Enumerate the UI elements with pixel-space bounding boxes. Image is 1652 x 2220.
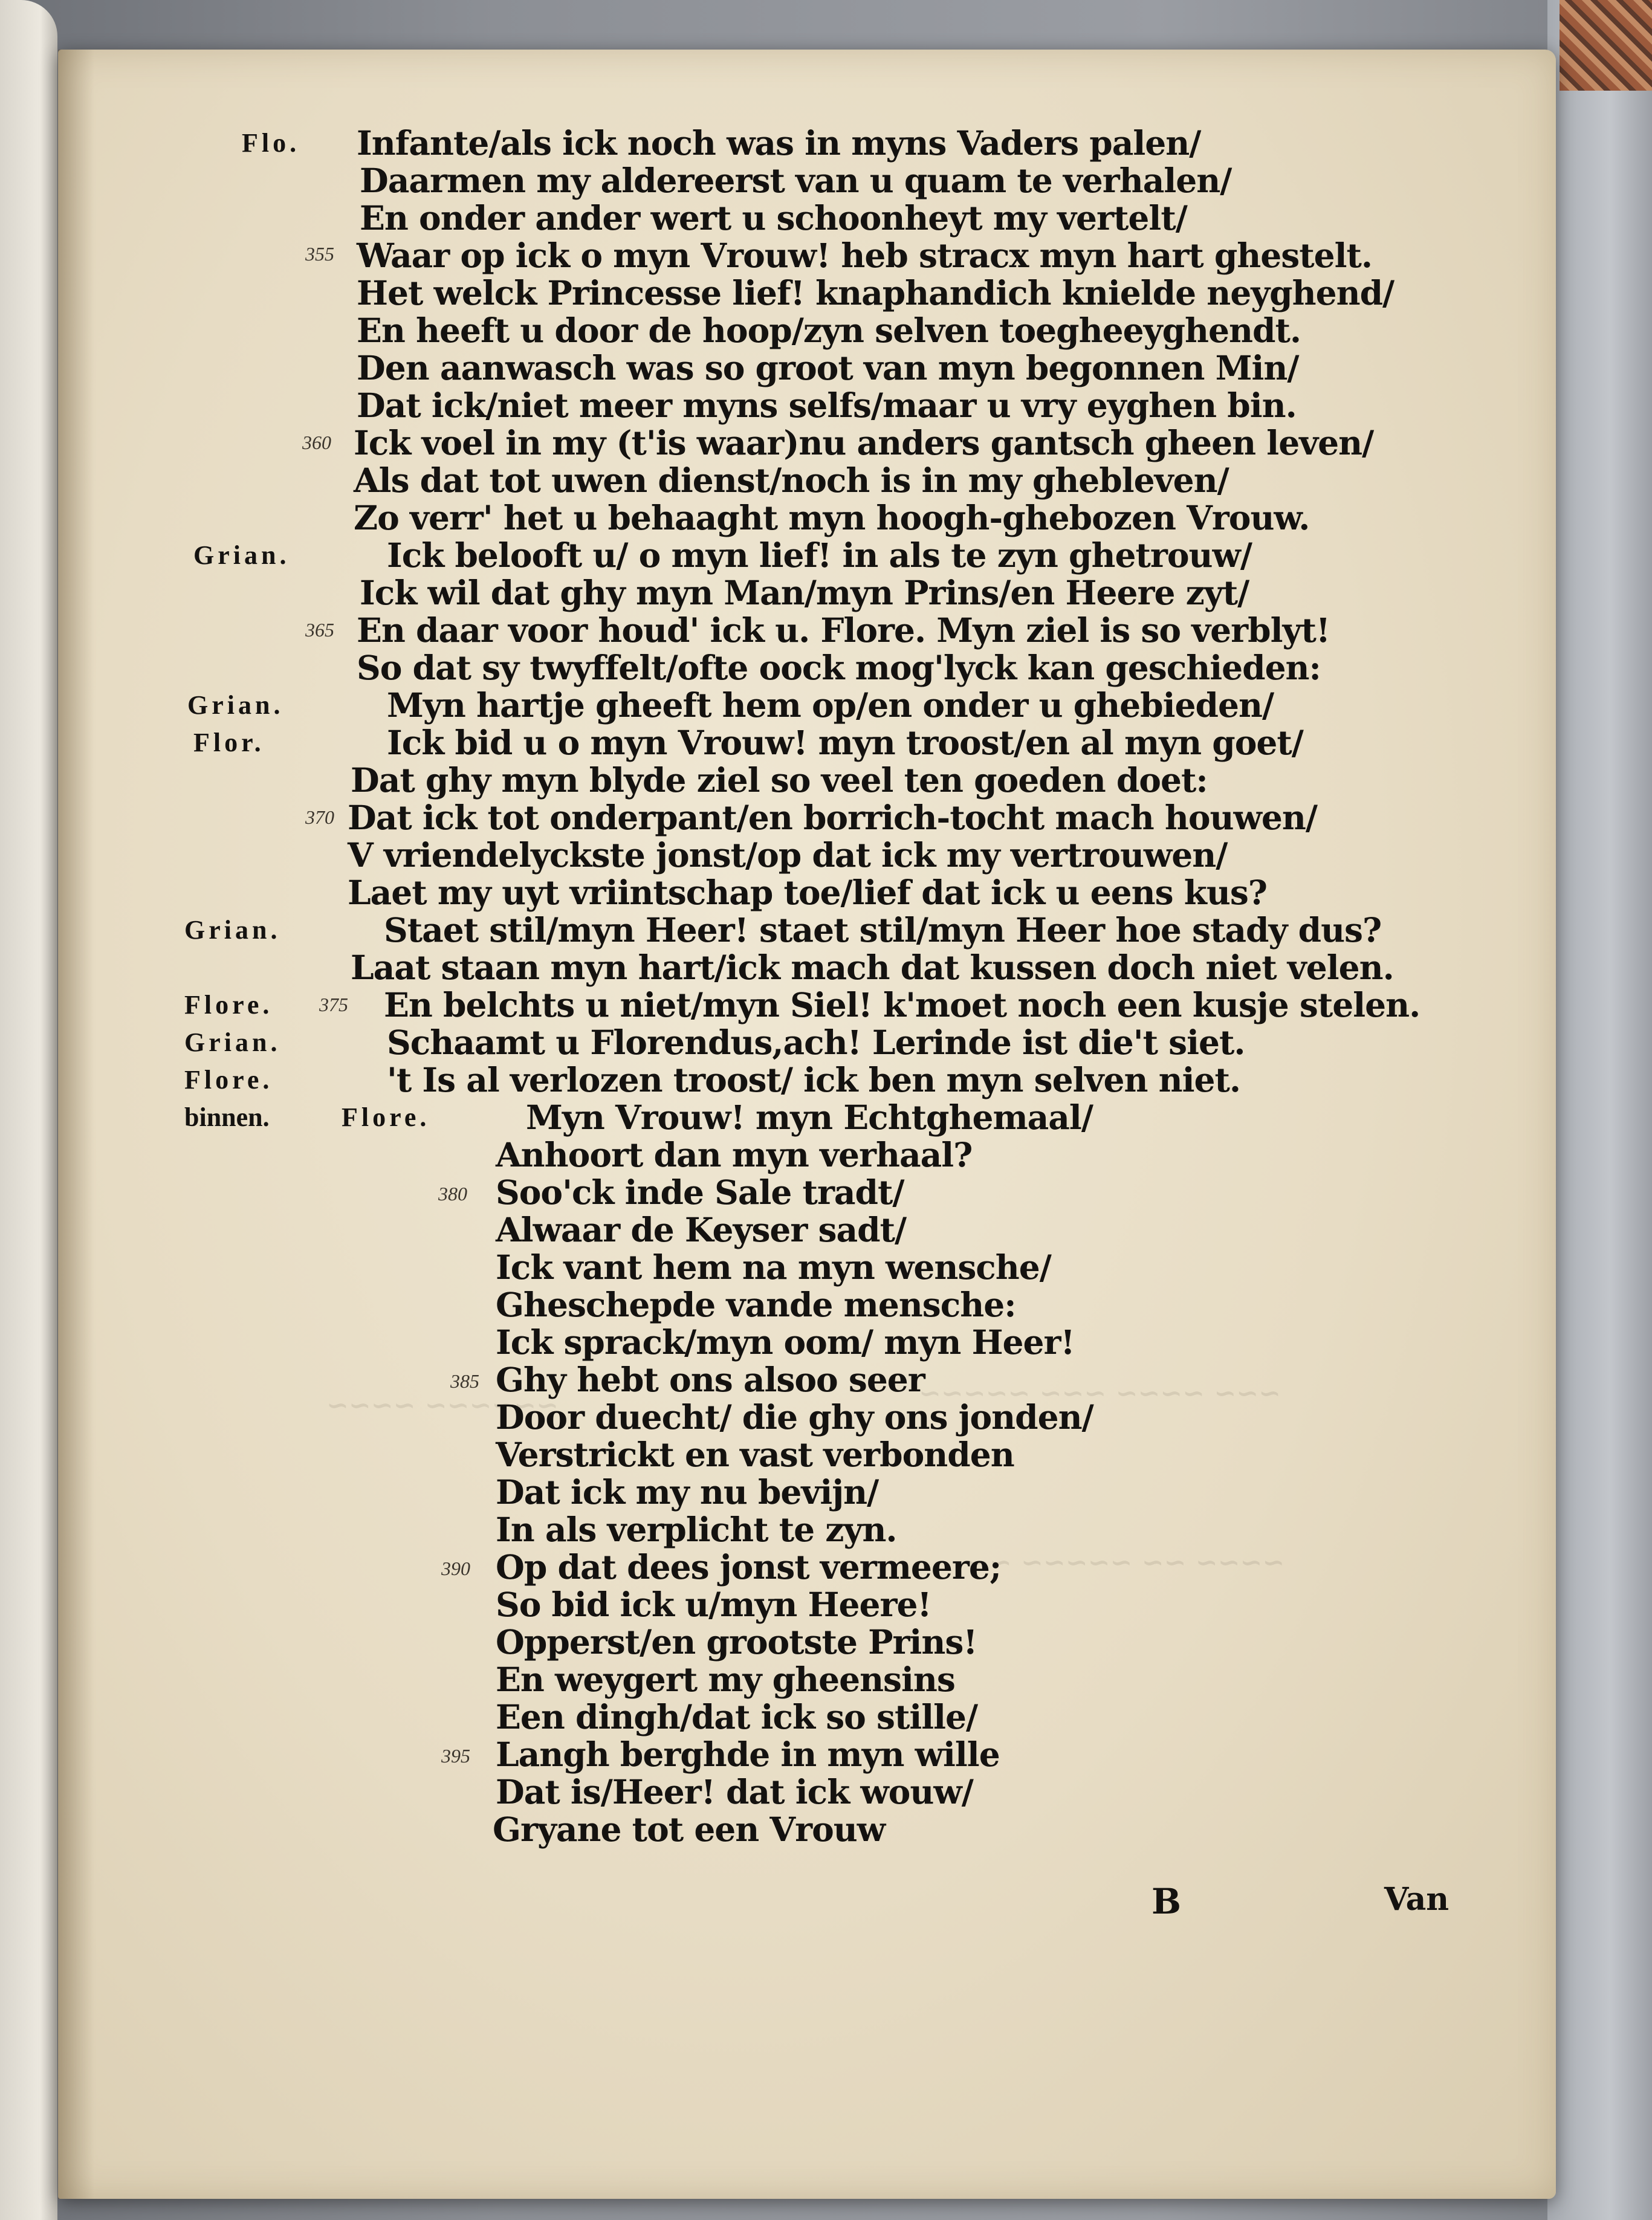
song-line: Ick sprack/myn oom/ myn Heer! [496, 1322, 1075, 1362]
verse-line: Dat ick/niet meer myns selfs/maar u vry eyghen bin. [357, 386, 1297, 425]
song-line: Ghy hebt ons alsoo seer [496, 1360, 925, 1399]
margin-line-number: 365 [305, 619, 334, 641]
marbled-cover-corner [1560, 0, 1652, 91]
verse-line: En heeft u door de hoop/zyn selven toegheeyghendt. [357, 311, 1301, 350]
margin-line-number: 355 [305, 243, 334, 265]
margin-line-number: 385 [450, 1370, 479, 1392]
speaker-label: Grian. [184, 915, 281, 945]
song-line: Gheschepde vande mensche: [496, 1285, 1016, 1324]
stage-direction: binnen. [184, 1102, 270, 1132]
verse-line: Laet my uyt vriintschap toe/lief dat ick u eens kus? [348, 873, 1268, 912]
catchword: Van [1384, 1881, 1450, 1918]
song-line: Ick vant hem na myn wensche/ [496, 1248, 1051, 1287]
show-through: ~~~~~~ ~~~~ [326, 1390, 559, 1421]
song-line: Dat ick my nu bevijn/ [496, 1472, 879, 1512]
book-cover-edge [1547, 0, 1652, 2220]
speaker-label: Flore. [184, 1065, 273, 1095]
margin-line-number: 380 [438, 1183, 467, 1205]
song-line: Opperst/en grootste Prins! [496, 1622, 977, 1662]
margin-line-number: 360 [302, 432, 331, 453]
verse-line: Staet stil/myn Heer! staet stil/myn Heer hoe stady dus? [384, 910, 1382, 950]
speaker-label: Grian. [193, 540, 290, 570]
verse-line: Infante/als ick noch was in myns Vaders palen/ [357, 123, 1201, 163]
margin-line-number: 370 [305, 806, 334, 828]
signature-mark: B [1152, 1881, 1182, 1922]
show-through: ~~~~ ~~ ~~~~~ ~~ [967, 1547, 1285, 1578]
margin-line-number: 375 [319, 994, 348, 1015]
verse-line: Ick bid u o myn Vrouw! myn troost/en al myn goet/ [387, 723, 1303, 762]
verse-line: 't Is al verlozen troost/ ick ben myn selven niet. [387, 1060, 1241, 1099]
song-line: Op dat dees jonst vermeere; [496, 1547, 1002, 1587]
song-line: Verstrickt en vast verbonden [496, 1435, 1014, 1474]
song-line: So bid ick u/myn Heere! [496, 1585, 931, 1624]
speaker-label: Grian. [187, 690, 284, 720]
song-line: Myn Vrouw! myn Echtghemaal/ [526, 1098, 1093, 1137]
song-line: Gryane tot een Vrouw [493, 1810, 886, 1849]
verse-line: En belchts u niet/myn Siel! k'moet noch een kusje stelen. [384, 985, 1420, 1024]
verse-line: Daarmen my aldereerst van u quam te verhalen/ [360, 161, 1232, 200]
speaker-label: Flore. [342, 1102, 430, 1132]
margin-line-number: 395 [441, 1745, 470, 1767]
verse-line: V vriendelyckste jonst/op dat ick my vertrouwen/ [348, 835, 1228, 875]
show-through: ~~~ ~~~~ ~~~ ~~~~~ [919, 1378, 1281, 1409]
verse-line: Ick belooft u/ o myn lief! in als te zyn ghetrouw/ [387, 536, 1252, 575]
song-line: Dat is/Heer! dat ick wouw/ [496, 1772, 973, 1811]
speaker-label: Grian. [184, 1027, 281, 1057]
gutter-shadow [58, 50, 94, 2199]
verse-line: Zo verr' het u behaaght myn hoogh-ghebozen Vrouw. [354, 498, 1310, 537]
margin-line-number: 390 [441, 1558, 470, 1579]
verse-line: Ick wil dat ghy myn Man/myn Prins/en Heere zyt/ [360, 573, 1249, 612]
song-line: Langh berghde in myn wille [496, 1735, 1000, 1774]
verse-line: Myn hartje gheeft hem op/en onder u ghebieden/ [387, 685, 1274, 725]
song-line: En weygert my gheensins [496, 1660, 955, 1699]
song-line: Een dingh/dat ick so stille/ [496, 1697, 978, 1736]
speaker-label: Flore. [184, 990, 273, 1020]
verse-line: En onder ander wert u schoonheyt my vertelt/ [360, 198, 1187, 238]
speaker-label: Flo. [242, 128, 300, 158]
verse-line: Laat staan myn hart/ick mach dat kussen doch niet velen. [351, 948, 1394, 987]
verse-line: Ick voel in my (t'is waar)nu anders gantsch gheen leven/ [354, 423, 1374, 462]
song-line: Alwaar de Keyser sadt/ [496, 1210, 907, 1249]
verse-line: Dat ick tot onderpant/en borrich-tocht mach houwen/ [348, 798, 1317, 837]
verse-line: So dat sy twyffelt/ofte oock mog'lyck kan geschieden: [357, 648, 1321, 687]
song-line: Anhoort dan myn verhaal? [496, 1135, 973, 1174]
verse-line: Schaamt u Florendus,ach! Lerinde ist die't siet. [387, 1023, 1245, 1062]
verse-line: Als dat tot uwen dienst/noch is in my ghebleven/ [354, 461, 1229, 500]
song-line: Soo'ck inde Sale tradt/ [496, 1173, 904, 1212]
verse-line: Waar op ick o myn Vrouw! heb stracx myn hart ghestelt. [357, 236, 1373, 275]
speaker-label: Flor. [193, 728, 265, 757]
facing-page-edge [0, 0, 57, 2220]
verse-line: Den aanwasch was so groot van myn begonnen Min/ [357, 348, 1299, 387]
song-line: Door duecht/ die ghy ons jonden/ [496, 1397, 1093, 1437]
verse-line: En daar voor houd' ick u. Flore. Myn ziel is so verblyt! [357, 610, 1330, 650]
verse-line: Dat ghy myn blyde ziel so veel ten goeden doet: [351, 760, 1208, 800]
song-line: In als verplicht te zyn. [496, 1510, 897, 1549]
verse-line: Het welck Princesse lief! knaphandich knielde neyghend/ [357, 273, 1394, 312]
